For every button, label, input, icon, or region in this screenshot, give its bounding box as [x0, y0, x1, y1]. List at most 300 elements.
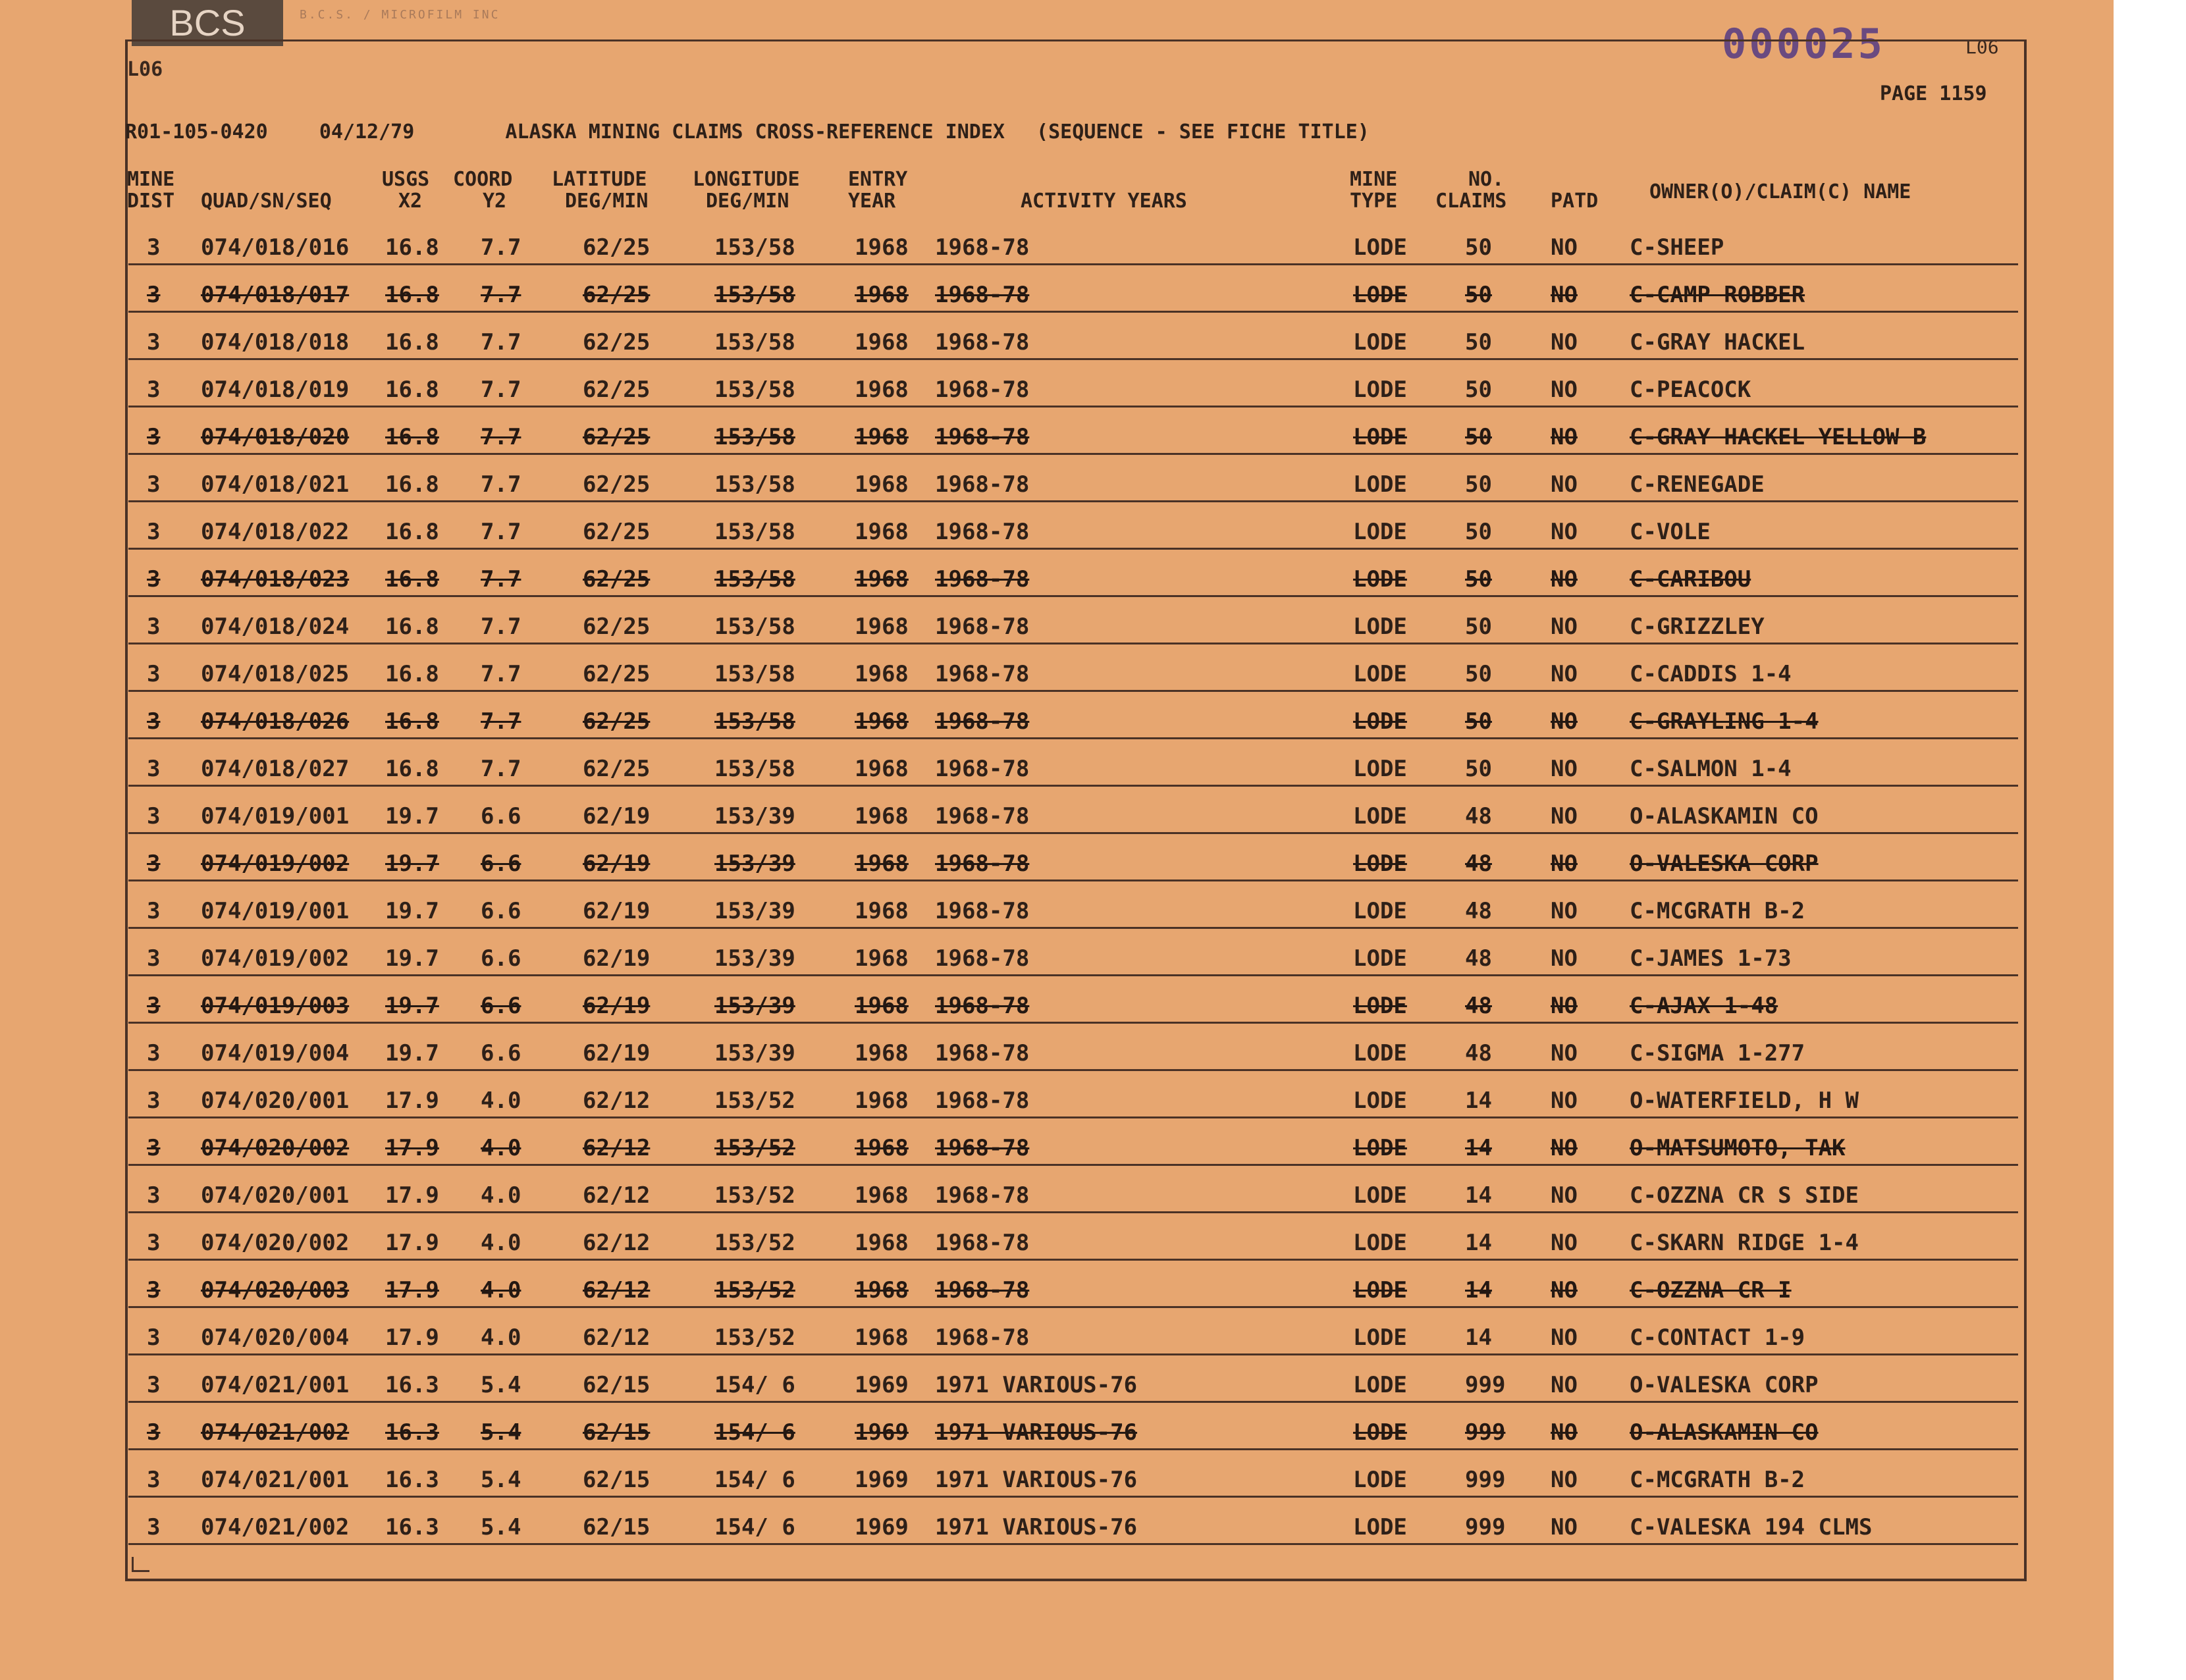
cell-owner: C-MCGRATH B-2 [1630, 898, 1805, 924]
cell-type: LODE [1353, 851, 1407, 877]
cell-patd: NO [1551, 424, 1578, 450]
cell-owner: O-VALESKA CORP [1630, 851, 1819, 877]
cell-qsn: 074/020/003 [201, 1277, 350, 1303]
cell-lon: 153/58 [714, 234, 795, 261]
cell-lat: 62/25 [583, 329, 651, 355]
cell-activity: 1968-78 [935, 1135, 1030, 1161]
cell-patd: NO [1551, 377, 1578, 403]
cell-qsn: 074/021/002 [201, 1514, 350, 1540]
cell-type: LODE [1353, 1467, 1407, 1493]
cell-activity: 1968-78 [935, 1182, 1030, 1209]
cell-patd: NO [1551, 1277, 1578, 1303]
table-row [128, 982, 2018, 1030]
table-row [128, 1456, 2018, 1504]
cell-lon: 154/ 6 [714, 1419, 795, 1446]
cell-claims: 14 [1465, 1088, 1492, 1114]
cell-qsn: 074/021/001 [201, 1467, 350, 1493]
cell-lat: 62/12 [583, 1135, 651, 1161]
cell-qsn: 074/018/017 [201, 282, 350, 308]
report-date: 04/12/79 [319, 120, 415, 144]
cell-activity: 1968-78 [935, 377, 1030, 403]
cell-activity: 1968-78 [935, 566, 1030, 592]
table-row [128, 508, 2018, 556]
cell-type: LODE [1353, 1372, 1407, 1398]
cell-entry: 1968 [855, 945, 909, 972]
cell-owner: C-MCGRATH B-2 [1630, 1467, 1805, 1493]
cell-dist: 3 [147, 1372, 161, 1398]
cell-lon: 153/58 [714, 471, 795, 498]
cell-lon: 153/58 [714, 424, 795, 450]
table-row [128, 1361, 2018, 1409]
cell-type: LODE [1353, 1182, 1407, 1209]
cell-dist: 3 [147, 1040, 161, 1066]
cell-entry: 1968 [855, 234, 909, 261]
cell-qsn: 074/018/025 [201, 661, 350, 687]
cell-lat: 62/12 [583, 1277, 651, 1303]
cell-lat: 62/12 [583, 1088, 651, 1114]
cell-type: LODE [1353, 1088, 1407, 1114]
cell-dist: 3 [147, 803, 161, 829]
cell-type: LODE [1353, 282, 1407, 308]
cell-type: LODE [1353, 1135, 1407, 1161]
table-row [128, 745, 2018, 793]
cell-lat: 62/19 [583, 1040, 651, 1066]
cell-dist: 3 [147, 519, 161, 545]
cell-y: 6.6 [481, 1040, 521, 1066]
cell-owner: C-CADDIS 1-4 [1630, 661, 1792, 687]
cell-qsn: 074/018/026 [201, 708, 350, 735]
cell-activity: 1971 VARIOUS-76 [935, 1419, 1138, 1446]
table-row [128, 698, 2018, 745]
cell-entry: 1968 [855, 661, 909, 687]
table-row [128, 224, 2018, 271]
cell-lat: 62/19 [583, 993, 651, 1019]
cell-qsn: 074/018/018 [201, 329, 350, 355]
cell-type: LODE [1353, 424, 1407, 450]
cell-qsn: 074/019/001 [201, 898, 350, 924]
cell-owner: O-ALASKAMIN CO [1630, 803, 1819, 829]
table-row [128, 556, 2018, 603]
cell-patd: NO [1551, 803, 1578, 829]
cell-activity: 1968-78 [935, 1325, 1030, 1351]
cell-x: 19.7 [385, 993, 439, 1019]
cell-claims: 50 [1465, 519, 1492, 545]
cell-lat: 62/15 [583, 1514, 651, 1540]
cell-y: 6.6 [481, 993, 521, 1019]
cell-y: 7.7 [481, 329, 521, 355]
cell-y: 7.7 [481, 661, 521, 687]
cell-type: LODE [1353, 708, 1407, 735]
table-row [128, 793, 2018, 840]
cell-owner: C-VALESKA 194 CLMS [1630, 1514, 1873, 1540]
cell-y: 4.0 [481, 1135, 521, 1161]
cell-type: LODE [1353, 1514, 1407, 1540]
cell-owner: C-GRAYLING 1-4 [1630, 708, 1819, 735]
cell-lon: 153/52 [714, 1088, 795, 1114]
cell-entry: 1969 [855, 1514, 909, 1540]
cell-x: 16.8 [385, 519, 439, 545]
cell-owner: C-PEACOCK [1630, 377, 1751, 403]
cell-lon: 153/58 [714, 377, 795, 403]
cell-owner: C-RENEGADE [1630, 471, 1765, 498]
cell-y: 7.7 [481, 614, 521, 640]
cell-activity: 1968-78 [935, 329, 1030, 355]
cell-patd: NO [1551, 234, 1578, 261]
cell-lon: 153/58 [714, 708, 795, 735]
cell-x: 16.8 [385, 756, 439, 782]
cell-lat: 62/12 [583, 1325, 651, 1351]
cell-patd: NO [1551, 898, 1578, 924]
cell-dist: 3 [147, 993, 161, 1019]
cell-y: 7.7 [481, 234, 521, 261]
col-header-longitude: LONGITUDE DEG/MIN [693, 168, 800, 213]
cell-lon: 153/39 [714, 993, 795, 1019]
table-row [128, 935, 2018, 982]
col-header-no-claims: NO. CLAIMS [1435, 168, 1507, 213]
table-row [128, 650, 2018, 698]
cell-type: LODE [1353, 566, 1407, 592]
cell-lat: 62/15 [583, 1467, 651, 1493]
cell-type: LODE [1353, 993, 1407, 1019]
cell-activity: 1968-78 [935, 234, 1030, 261]
cell-y: 6.6 [481, 898, 521, 924]
cell-type: LODE [1353, 329, 1407, 355]
cell-qsn: 074/020/004 [201, 1325, 350, 1351]
table-row [128, 1124, 2018, 1172]
cell-lon: 153/58 [714, 756, 795, 782]
cell-claims: 50 [1465, 708, 1492, 735]
cell-owner: C-OZZNA CR S SIDE [1630, 1182, 1859, 1209]
table-row [128, 1409, 2018, 1456]
cell-dist: 3 [147, 1325, 161, 1351]
cell-lon: 153/58 [714, 329, 795, 355]
cell-y: 5.4 [481, 1419, 521, 1446]
cell-lon: 153/58 [714, 661, 795, 687]
cell-activity: 1968-78 [935, 803, 1030, 829]
cell-claims: 50 [1465, 377, 1492, 403]
cell-type: LODE [1353, 234, 1407, 261]
col-header-mine-dist: MINE DIST [127, 168, 175, 213]
cell-dist: 3 [147, 282, 161, 308]
cell-entry: 1968 [855, 993, 909, 1019]
cell-type: LODE [1353, 471, 1407, 498]
cell-y: 7.7 [481, 424, 521, 450]
cell-dist: 3 [147, 708, 161, 735]
cell-owner: C-CONTACT 1-9 [1630, 1325, 1805, 1351]
cell-patd: NO [1551, 566, 1578, 592]
cell-x: 19.7 [385, 851, 439, 877]
report-title: ALASKA MINING CLAIMS CROSS-REFERENCE INDEX [505, 120, 1005, 144]
cell-qsn: 074/018/023 [201, 566, 350, 592]
cell-patd: NO [1551, 471, 1578, 498]
fiche-code: L06 [1965, 36, 1999, 58]
cell-qsn: 074/019/002 [201, 945, 350, 972]
cell-entry: 1969 [855, 1372, 909, 1398]
cell-lat: 62/12 [583, 1230, 651, 1256]
cell-claims: 50 [1465, 282, 1492, 308]
cell-owner: C-GRAY HACKEL YELLOW B [1630, 424, 1927, 450]
col-header-quad-sn-seq: QUAD/SN/SEQ [201, 190, 332, 213]
cell-claims: 50 [1465, 566, 1492, 592]
table-row [128, 1314, 2018, 1361]
cell-x: 16.8 [385, 708, 439, 735]
cell-lon: 153/58 [714, 614, 795, 640]
cell-x: 16.3 [385, 1467, 439, 1493]
cell-claims: 48 [1465, 993, 1492, 1019]
cell-x: 16.8 [385, 329, 439, 355]
cell-lon: 153/39 [714, 898, 795, 924]
cell-qsn: 074/019/002 [201, 851, 350, 877]
cell-x: 16.8 [385, 614, 439, 640]
cell-activity: 1968-78 [935, 614, 1030, 640]
cell-qsn: 074/019/003 [201, 993, 350, 1019]
cell-lat: 62/19 [583, 898, 651, 924]
cell-x: 16.3 [385, 1514, 439, 1540]
cell-entry: 1968 [855, 898, 909, 924]
cell-activity: 1971 VARIOUS-76 [935, 1372, 1138, 1398]
cell-activity: 1968-78 [935, 851, 1030, 877]
cell-lat: 62/19 [583, 803, 651, 829]
cell-claims: 50 [1465, 234, 1492, 261]
cell-patd: NO [1551, 1467, 1578, 1493]
cell-type: LODE [1353, 614, 1407, 640]
cell-owner: C-CARIBOU [1630, 566, 1751, 592]
cell-entry: 1968 [855, 756, 909, 782]
cell-patd: NO [1551, 614, 1578, 640]
cell-dist: 3 [147, 377, 161, 403]
cell-type: LODE [1353, 1325, 1407, 1351]
cell-dist: 3 [147, 756, 161, 782]
cell-entry: 1968 [855, 708, 909, 735]
cell-entry: 1968 [855, 614, 909, 640]
cell-lon: 153/39 [714, 945, 795, 972]
cell-qsn: 074/018/024 [201, 614, 350, 640]
cell-x: 19.7 [385, 803, 439, 829]
cell-lat: 62/12 [583, 1182, 651, 1209]
cell-entry: 1968 [855, 1182, 909, 1209]
cell-entry: 1969 [855, 1419, 909, 1446]
cell-claims: 48 [1465, 803, 1492, 829]
cell-patd: NO [1551, 1182, 1578, 1209]
cell-entry: 1968 [855, 329, 909, 355]
cell-lon: 153/58 [714, 519, 795, 545]
cell-lon: 153/52 [714, 1277, 795, 1303]
cell-lat: 62/19 [583, 851, 651, 877]
cell-lon: 153/52 [714, 1135, 795, 1161]
cell-y: 4.0 [481, 1182, 521, 1209]
cell-entry: 1968 [855, 1230, 909, 1256]
cell-claims: 14 [1465, 1230, 1492, 1256]
cell-y: 7.7 [481, 566, 521, 592]
cell-claims: 14 [1465, 1135, 1492, 1161]
cell-activity: 1968-78 [935, 1040, 1030, 1066]
cell-patd: NO [1551, 329, 1578, 355]
cell-x: 16.8 [385, 377, 439, 403]
cell-claims: 14 [1465, 1277, 1492, 1303]
cell-activity: 1968-78 [935, 661, 1030, 687]
cell-y: 7.7 [481, 756, 521, 782]
cell-dist: 3 [147, 471, 161, 498]
cell-activity: 1968-78 [935, 471, 1030, 498]
cell-qsn: 074/018/019 [201, 377, 350, 403]
cell-lon: 154/ 6 [714, 1514, 795, 1540]
cell-patd: NO [1551, 851, 1578, 877]
cell-x: 17.9 [385, 1135, 439, 1161]
cell-type: LODE [1353, 1230, 1407, 1256]
cell-y: 4.0 [481, 1325, 521, 1351]
cell-dist: 3 [147, 424, 161, 450]
cell-patd: NO [1551, 1230, 1578, 1256]
cell-type: LODE [1353, 519, 1407, 545]
cell-activity: 1968-78 [935, 945, 1030, 972]
cell-claims: 48 [1465, 945, 1492, 972]
cell-entry: 1968 [855, 471, 909, 498]
cell-type: LODE [1353, 1040, 1407, 1066]
cell-claims: 50 [1465, 614, 1492, 640]
cell-owner: C-SALMON 1-4 [1630, 756, 1792, 782]
table-row [128, 1030, 2018, 1077]
cell-qsn: 074/020/002 [201, 1230, 350, 1256]
cell-entry: 1968 [855, 1325, 909, 1351]
corner-code: L06 [127, 58, 163, 81]
col-header-usgs: USGS X2 [382, 168, 430, 213]
cell-owner: C-SHEEP [1630, 234, 1724, 261]
cell-entry: 1968 [855, 566, 909, 592]
cell-y: 7.7 [481, 471, 521, 498]
cell-qsn: 074/020/002 [201, 1135, 350, 1161]
cell-claims: 999 [1465, 1514, 1506, 1540]
cell-patd: NO [1551, 661, 1578, 687]
cell-x: 16.3 [385, 1372, 439, 1398]
table-row [128, 366, 2018, 413]
cell-x: 19.7 [385, 1040, 439, 1066]
microfilm-vendor-text: B.C.S. / MICROFILM INC [300, 8, 500, 22]
cell-activity: 1968-78 [935, 424, 1030, 450]
cell-entry: 1968 [855, 1135, 909, 1161]
cell-x: 16.8 [385, 234, 439, 261]
col-header-latitude: LATITUDE DEG/MIN [552, 168, 649, 213]
cell-x: 16.8 [385, 471, 439, 498]
cell-patd: NO [1551, 1088, 1578, 1114]
cell-dist: 3 [147, 1514, 161, 1540]
col-header-coord: COORD Y2 [453, 168, 513, 213]
cell-patd: NO [1551, 708, 1578, 735]
cell-activity: 1968-78 [935, 708, 1030, 735]
cell-x: 17.9 [385, 1230, 439, 1256]
cell-owner: C-VOLE [1630, 519, 1711, 545]
cell-qsn: 074/021/001 [201, 1372, 350, 1398]
cell-claims: 50 [1465, 424, 1492, 450]
cell-dist: 3 [147, 1088, 161, 1114]
cell-dist: 3 [147, 1182, 161, 1209]
cell-claims: 999 [1465, 1419, 1506, 1446]
cell-lon: 153/58 [714, 566, 795, 592]
table-row [128, 413, 2018, 461]
cell-dist: 3 [147, 1135, 161, 1161]
cell-entry: 1968 [855, 803, 909, 829]
cell-x: 19.7 [385, 945, 439, 972]
cell-claims: 50 [1465, 471, 1492, 498]
cell-patd: NO [1551, 1372, 1578, 1398]
cell-qsn: 074/021/002 [201, 1419, 350, 1446]
cell-type: LODE [1353, 377, 1407, 403]
right-margin-strip [2114, 0, 2186, 1680]
col-header-activity-years: ACTIVITY YEARS [1021, 190, 1187, 213]
cell-y: 5.4 [481, 1467, 521, 1493]
cell-type: LODE [1353, 945, 1407, 972]
cell-x: 16.8 [385, 566, 439, 592]
cell-owner: C-CAMP ROBBER [1630, 282, 1805, 308]
cell-lon: 154/ 6 [714, 1467, 795, 1493]
page-number: PAGE 1159 [1880, 82, 1987, 105]
cell-claims: 48 [1465, 1040, 1492, 1066]
cell-owner: C-SIGMA 1-277 [1630, 1040, 1805, 1066]
table-row [128, 1172, 2018, 1219]
cell-dist: 3 [147, 1467, 161, 1493]
cell-activity: 1971 VARIOUS-76 [935, 1514, 1138, 1540]
cell-patd: NO [1551, 756, 1578, 782]
cell-entry: 1968 [855, 1088, 909, 1114]
cell-lat: 62/25 [583, 282, 651, 308]
cell-claims: 50 [1465, 329, 1492, 355]
cell-entry: 1968 [855, 1277, 909, 1303]
cell-x: 17.9 [385, 1182, 439, 1209]
cell-patd: NO [1551, 1514, 1578, 1540]
cell-qsn: 074/018/027 [201, 756, 350, 782]
cell-dist: 3 [147, 851, 161, 877]
cell-dist: 3 [147, 329, 161, 355]
cell-x: 16.8 [385, 424, 439, 450]
cell-lat: 62/25 [583, 566, 651, 592]
cell-lat: 62/15 [583, 1372, 651, 1398]
cell-claims: 14 [1465, 1325, 1492, 1351]
cell-dist: 3 [147, 1419, 161, 1446]
cell-dist: 3 [147, 1277, 161, 1303]
cell-patd: NO [1551, 1040, 1578, 1066]
cell-lat: 62/25 [583, 424, 651, 450]
cell-lat: 62/25 [583, 756, 651, 782]
cell-type: LODE [1353, 661, 1407, 687]
cell-claims: 48 [1465, 851, 1492, 877]
cell-patd: NO [1551, 1419, 1578, 1446]
cell-lat: 62/25 [583, 519, 651, 545]
table-row [128, 840, 2018, 887]
cell-activity: 1968-78 [935, 993, 1030, 1019]
cell-activity: 1968-78 [935, 1230, 1030, 1256]
cell-lon: 153/52 [714, 1182, 795, 1209]
cell-entry: 1968 [855, 377, 909, 403]
cell-type: LODE [1353, 1419, 1407, 1446]
cell-patd: NO [1551, 945, 1578, 972]
cell-patd: NO [1551, 1325, 1578, 1351]
cell-claims: 999 [1465, 1372, 1506, 1398]
cell-activity: 1971 VARIOUS-76 [935, 1467, 1138, 1493]
report-sequence-note: (SEQUENCE - SEE FICHE TITLE) [1036, 120, 1370, 144]
cell-y: 7.7 [481, 519, 521, 545]
cell-entry: 1968 [855, 1040, 909, 1066]
table-row [128, 1077, 2018, 1124]
cell-lat: 62/25 [583, 377, 651, 403]
cell-entry: 1968 [855, 851, 909, 877]
cell-lat: 62/15 [583, 1419, 651, 1446]
cell-lat: 62/25 [583, 708, 651, 735]
report-id: R01-105-0420 [125, 120, 268, 144]
cell-activity: 1968-78 [935, 519, 1030, 545]
cell-entry: 1968 [855, 424, 909, 450]
cell-activity: 1968-78 [935, 1088, 1030, 1114]
cell-qsn: 074/020/001 [201, 1088, 350, 1114]
cell-lon: 153/58 [714, 282, 795, 308]
